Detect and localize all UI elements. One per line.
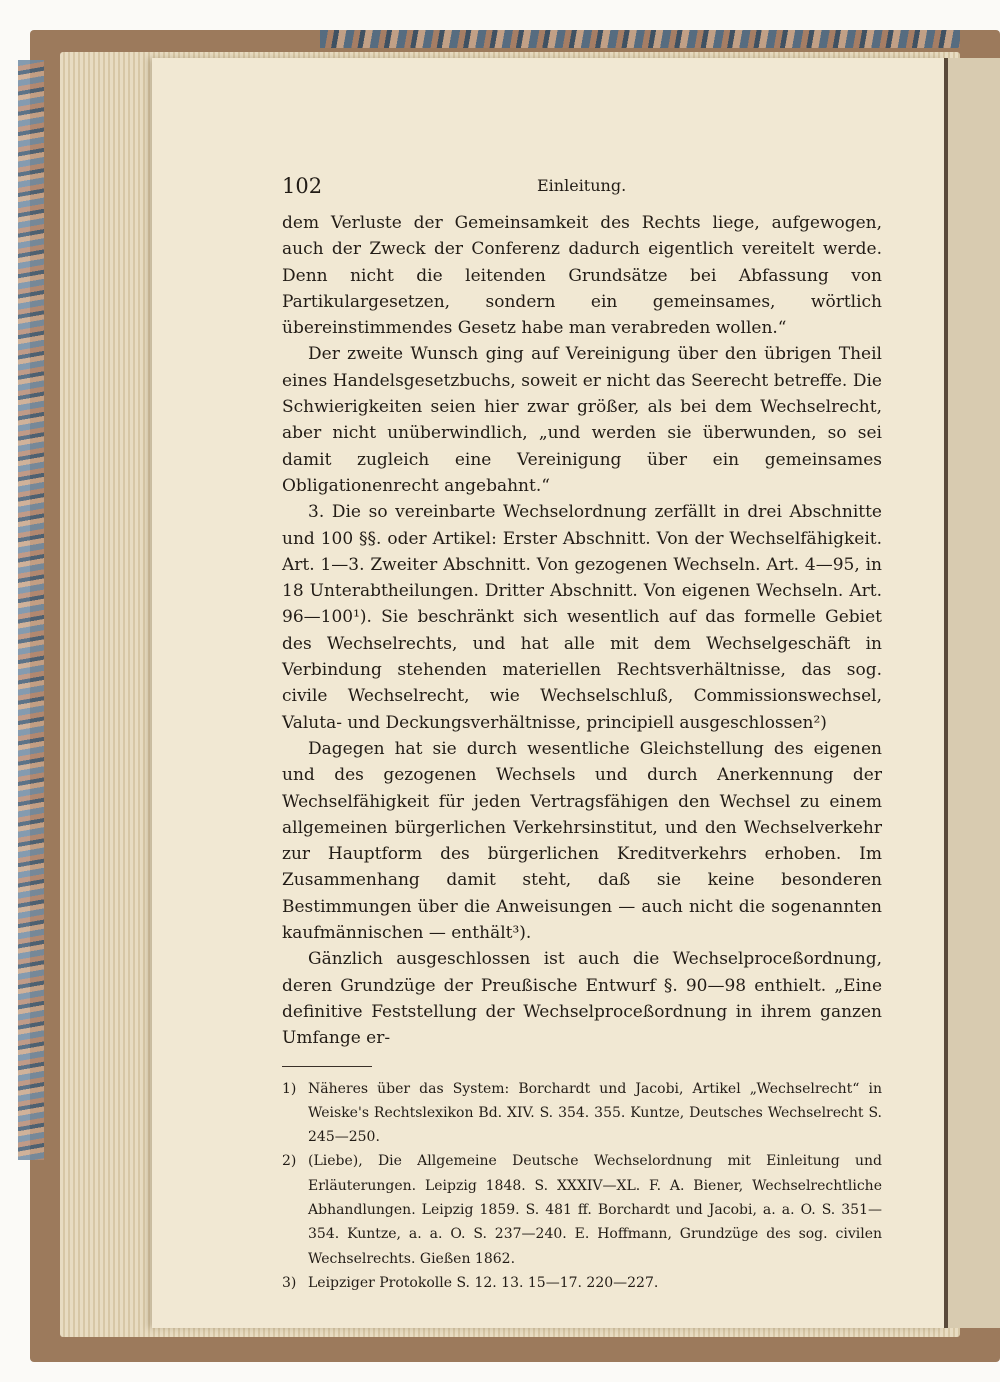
page-content bbox=[282, 170, 882, 1295]
paragraph: dem Verluste der Gemeinsamkeit des Rechts liege, aufgewogen, auch der Zweck der Conferenz dadurch eigentlich vereitelt werde. Denn nicht die leitenden Grundsätze bei Abfassung von Partikulargesetzen, sondern ein gemeinsames, wörtlich übereinstimmendes Gesetz habe man verabreden wollen.“ bbox=[282, 213, 882, 339]
footnote bbox=[282, 1271, 882, 1295]
footnote bbox=[282, 1077, 882, 1150]
footnote-number: 2) bbox=[282, 1153, 297, 1170]
paragraph: Der zweite Wunsch ging auf Vereinigung über den übrigen Theil eines Handelsgesetzbuchs, soweit er nicht das Seerecht betreffe. Die Schwierigkeiten seien hier zwar größer, als bei dem Wechselrecht, aber nicht unüberwindlich, „und werden sie überwunden, so sei damit zugleich eine Vereinigung über ein gemeinsames Obligationenrecht angebahnt.“ bbox=[282, 344, 882, 496]
footnote-text: Näheres über das System: Borchardt und Jacobi, Artikel „Wechselrecht“ in Weiske's Rechtslexikon Bd. XIV. S. 354. 355. Kuntze, Deutsches Wechselrecht S. 245—250. bbox=[308, 1080, 882, 1146]
body-text bbox=[282, 210, 882, 1052]
running-title: Einleitung. bbox=[537, 176, 627, 195]
marbled-edge-top bbox=[320, 30, 960, 48]
facing-page-edge bbox=[944, 58, 1000, 1328]
footnote-number: 1) bbox=[282, 1080, 297, 1097]
page-number: 102 bbox=[282, 174, 323, 198]
paragraph: Gänzlich ausgeschlossen ist auch die Wechselproceßordnung, deren Grundzüge der Preußische Entwurf §. 90—98 enthielt. „Eine definitive Feststellung der Wechselproceßordnung in ihrem ganzen Umfange er- bbox=[282, 949, 882, 1049]
paragraph: 3. Die so vereinbarte Wechselordnung zerfällt in drei Abschnitte und 100 §§. oder Artikel: Erster Abschnitt. Von der Wechselfähigkeit. Art. 1—3. Zweiter Abschnitt. Von gezogenen Wechseln. Art. 4—95, in 18 Unterabtheilungen. Dritter Abschnitt. Von eigenen Wechseln. Art. 96—100¹). Sie beschränkt sich wesentlich auf das formelle Gebiet des Wechselrechts, und hat alle mit dem Wechselgeschäft in Verbindung stehenden materiellen Rechtsverhältnisse, das sog. civile Wechselrecht, wie Wechselschluß, Commissionswechsel, Valuta- und Deckungsverhältnisse, principiell ausgeschlossen²) bbox=[282, 502, 882, 733]
footnote-text: (Liebe), Die Allgemeine Deutsche Wechselordnung mit Einleitung und Erläuterungen. Leipzig 1848. S. XXXIV—XL. F. A. Biener, Wechselrechtliche Abhandlungen. Leipzig 1859. S. 481 ff. Borchardt und Jacobi, a. a. O. S. 351—354. Kuntze, a. a. O. S. 237—240. E. Hoffmann, Grundzüge des sog. civilen Wechselrechts. Gießen 1862. bbox=[308, 1153, 882, 1267]
footnote-rule bbox=[282, 1066, 372, 1067]
footnote-number: 3) bbox=[282, 1274, 297, 1291]
footnote-text: Leipziger Protokolle S. 12. 13. 15—17. 220—227. bbox=[308, 1274, 659, 1291]
footnotes bbox=[282, 1077, 882, 1296]
footnote bbox=[282, 1149, 882, 1270]
paragraph: Dagegen hat sie durch wesentliche Gleichstellung des eigenen und des gezogenen Wechsels und durch Anerkennung der Wechselfähigkeit für jeden Vertragsfähigen den Wechsel zu einem allgemeinen bürgerlichen Verkehrsinstitut, und den Wechselverkehr zur Hauptform des bürgerlichen Kreditverkehrs erhoben. Im Zusammenhang damit steht, daß sie keine besonderen Bestimmungen über die Anweisungen — auch nicht die sogenannten kaufmännischen — enthält³). bbox=[282, 738, 882, 944]
marbled-edge-left bbox=[18, 60, 44, 1160]
running-header bbox=[282, 170, 882, 210]
